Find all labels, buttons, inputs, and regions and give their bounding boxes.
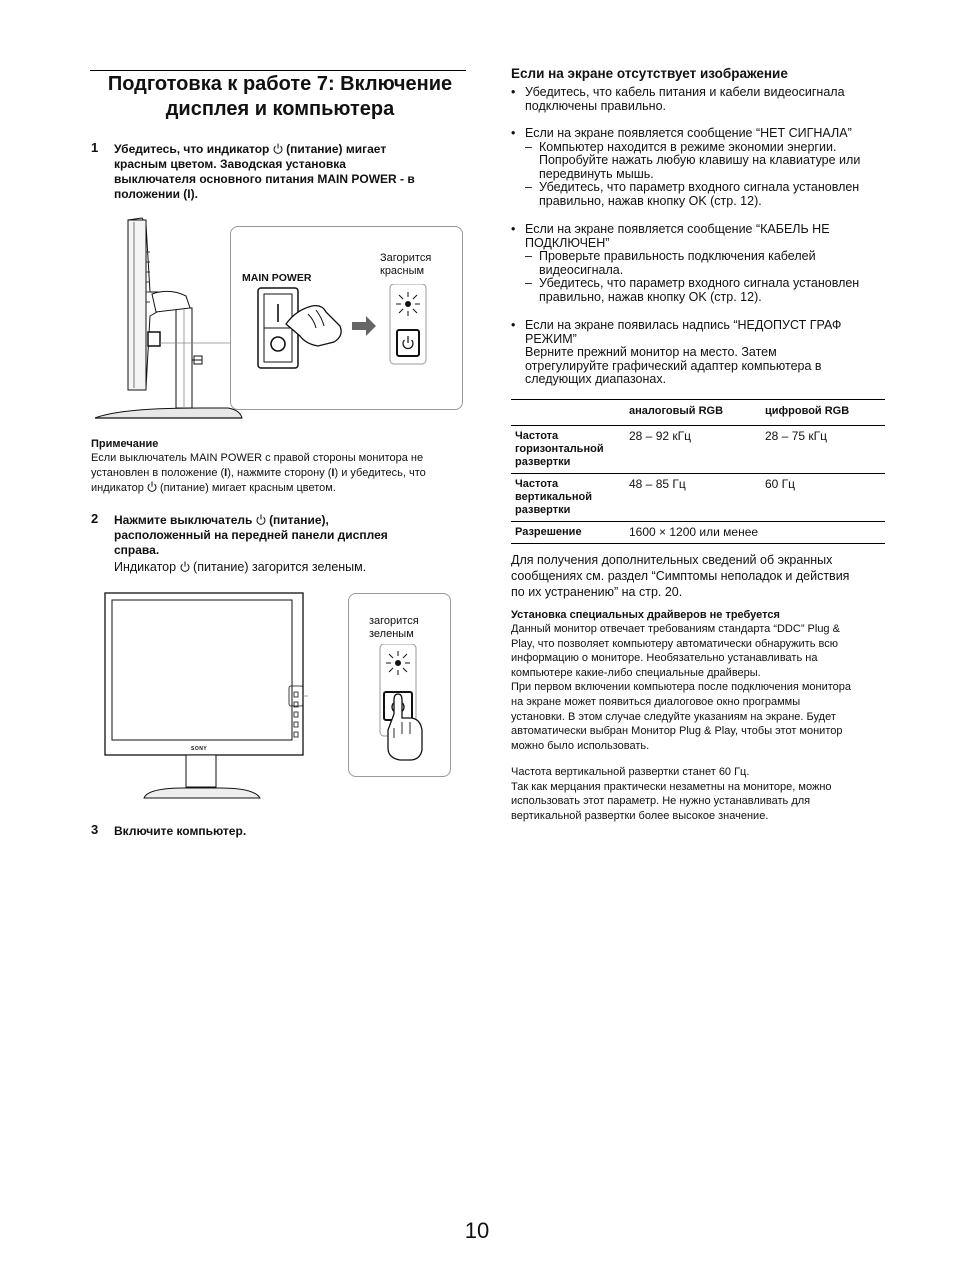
list-subitem: – Убедитесь, что параметр входного сигнала установлен правильно, нажав кнопку OK (стр. 12). <box>525 180 860 208</box>
table-cell: 1600 × 1200 или менее <box>629 525 759 539</box>
table-cell: 48 – 85 Гц <box>629 477 686 491</box>
list-item: • Убедитесь, что кабель питания и кабели видеосигнала подключены правильно. <box>511 85 845 113</box>
list-item: • Если на экране появляется сообщение “КАБЕЛЬ НЕ ПОДКЛЮЧЕН” <box>511 222 830 250</box>
frequency-table <box>511 399 885 544</box>
table-row <box>511 426 885 474</box>
drivers-heading: Установка специальных драйверов не требуется <box>511 609 780 621</box>
table-header: аналоговый RGB <box>629 405 724 417</box>
power-icon <box>180 561 190 572</box>
brand-logo: SONY <box>191 746 208 752</box>
power-icon <box>273 143 283 154</box>
main-power-label: MAIN POWER <box>242 272 312 284</box>
page-number: 10 <box>464 1218 490 1243</box>
power-icon <box>147 481 157 492</box>
table-row <box>511 474 885 522</box>
no-image-heading: Если на экране отсутствует изображение <box>511 66 788 81</box>
step-3-text: Включите компьютер. <box>114 824 247 838</box>
list-subitem: – Проверьте правильность подключения кабелей видеосигнала. <box>525 249 816 277</box>
drivers-text: Данный монитор отвечает требованиям стандарта “DDC” Plug & Play, что позволяет компьютеру автоматически обнаружить всю информацию о мониторе. Необязательно устанавливать на компьютере какие-либо специальные драйверы. При первом включении компьютера после подключения монитора на экране может появиться диалоговое окно программы установки. В этом случае следуйте указаниям на экране. Будет автоматически выбран Монитор Plug & Play, чтобы этот монитор можно было использовать. <box>511 623 852 752</box>
light-green-label: загорится зеленым <box>369 615 419 640</box>
title-rule <box>90 70 466 71</box>
more-info-text: Для получения дополнительных сведений об экранных сообщениях см. раздел “Симптомы неполадок и действия по их устранению” на стр. 20. <box>511 553 850 599</box>
main-power-switch-illustration <box>256 284 446 374</box>
power-icon <box>256 514 266 525</box>
table-header: цифровой RGB <box>765 405 850 417</box>
no-image-list <box>511 86 889 387</box>
table-row <box>511 522 885 544</box>
table-row-label: Частота вертикальной развертки <box>515 478 592 516</box>
table-row-label: Разрешение <box>515 526 582 538</box>
list-item: • Если на экране появляется сообщение “НЕТ СИГНАЛА” <box>511 126 852 140</box>
vertical-frequency-text: Частота вертикальной развертки станет 60 Гц. Так как мерцания практически незаметны на мониторе, можно использовать этот параметр. Не нужно устанавливать для вертикальной развертки более высокое значение. <box>511 766 832 822</box>
step-2-text: Нажмите выключатель (питание), расположенный на передней панели дисплея справа. <box>114 513 388 557</box>
monitor-front-illustration <box>104 592 308 802</box>
step-1-number: 1 <box>91 140 99 155</box>
list-subitem: – Компьютер находится в режиме экономии энергии. Попробуйте нажать любую клавишу на клавиатуре или передвинуть мышь. <box>525 139 861 181</box>
table-cell: 28 – 92 кГц <box>629 429 691 443</box>
note-heading: Примечание <box>91 438 159 450</box>
page-title: Подготовка к работе 7: Включение дисплея и компьютера <box>107 73 453 120</box>
step-2-number: 2 <box>91 511 99 526</box>
light-red-label: Загорится красным <box>380 252 432 277</box>
table-cell: 28 – 75 кГц <box>765 429 827 443</box>
step-1-text: Убедитесь, что индикатор (питание) мигает красным цветом. Заводская установка выключателя основного питания MAIN POWER - в положении (I). <box>114 142 415 201</box>
table-header-row <box>511 400 885 426</box>
step-2-result: Индикатор (питание) загорится зеленым. <box>114 560 367 574</box>
list-item: • Если на экране появилась надпись “НЕДОПУСТ ГРАФ РЕЖИМ” Верните прежний монитор на место. Затем отрегулируйте графический адаптер компьютера в следующих диапазонах. <box>511 318 842 386</box>
note-text: Если выключатель MAIN POWER с правой стороны монитора не установлен в положение (I), нажмите сторону (I) и убедитесь, что индикатор (питание) мигает красным цветом. <box>91 452 426 494</box>
list-subitem: – Убедитесь, что параметр входного сигнала установлен правильно, нажав кнопку OK (стр. 12). <box>525 276 860 304</box>
table-row-label: Частота горизонтальной развертки <box>515 430 604 468</box>
step-3-number: 3 <box>91 822 99 837</box>
power-button-illustration <box>376 644 428 764</box>
table-cell: 60 Гц <box>765 477 796 491</box>
table-header <box>511 400 625 426</box>
